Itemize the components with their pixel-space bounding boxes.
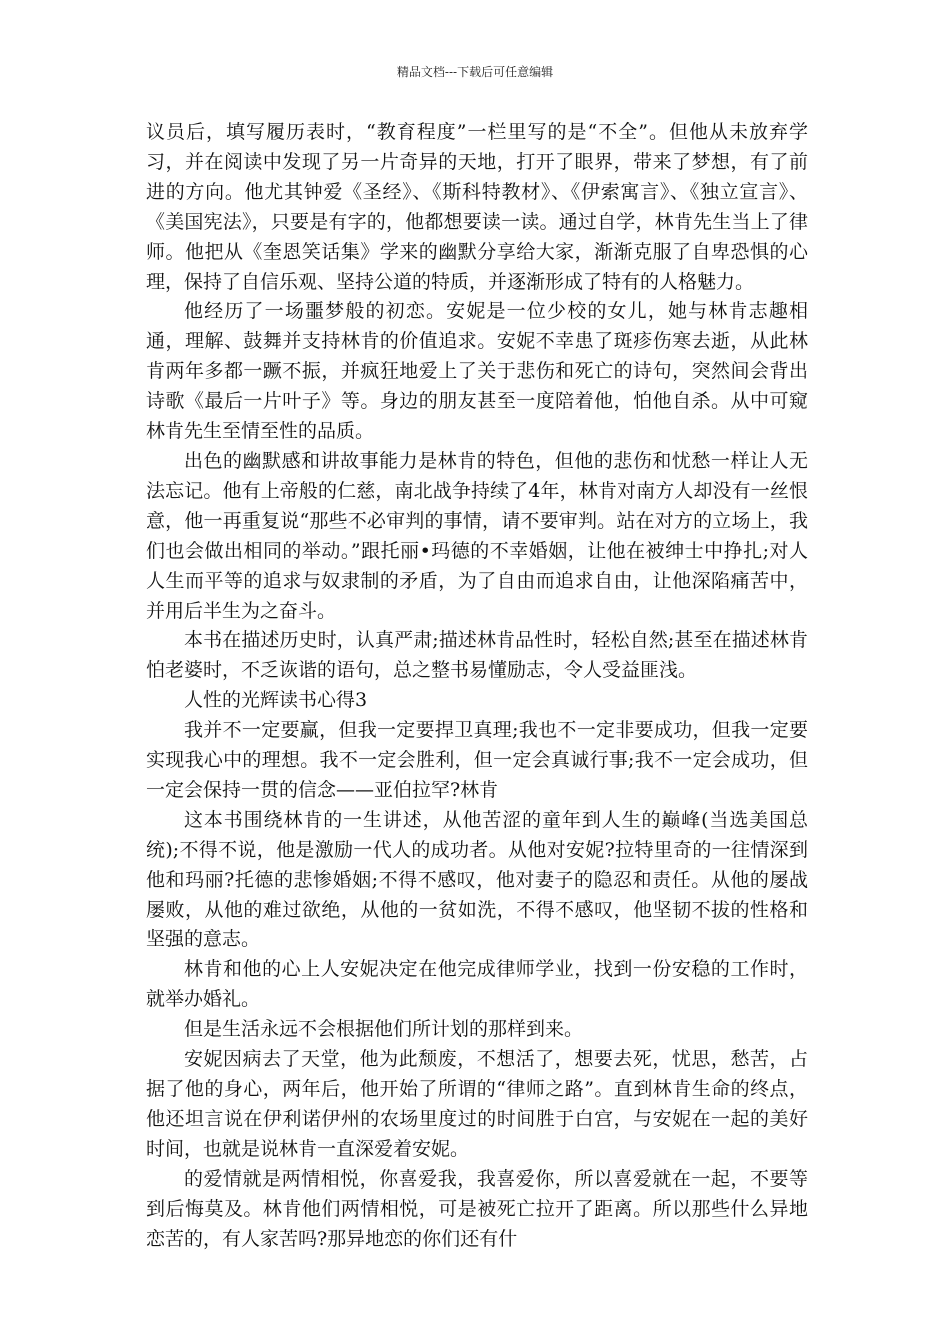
paragraph-6: 林肯和他的心上人安妮决定在他完成律师学业，找到一份安稳的工作时，就举办婚礼。 bbox=[146, 958, 808, 1011]
document-body bbox=[146, 118, 808, 1254]
paragraph-7: 但是生活永远不会根据他们所计划的那样到来。 bbox=[184, 1018, 584, 1041]
paragraph-quote: 我并不一定要赢，但我一定要捍卫真理;我也不一定非要成功，但我一定要实现我心中的理想。我不一定会胜利，但一定会真诚行事;我不一定会成功，但一定会保持一贯的信念——亚伯拉罕?林肯 bbox=[146, 719, 808, 801]
paragraph-5: 这本书围绕林肯的一生讲述，从他苦涩的童年到人生的巅峰(当选美国总统);不得不说，他是激励一代人的成功者。从他对安妮?拉特里奇的一往情深到他和玛丽?托德的悲惨婚姻;不得不感叹，他对妻子的隐忍和责任。从他的屡战屡败，从他的难过欲绝，从他的一贫如洗，不得不感叹，他坚韧不拔的性格和坚强的意志。 bbox=[146, 808, 808, 951]
paragraph-2: 他经历了一场噩梦般的初恋。安妮是一位少校的女儿，她与林肯志趣相通，理解、鼓舞并支持林肯的价值追求。安妮不幸患了斑疹伤寒去逝，从此林肯两年多都一蹶不振，并疯狂地爱上了关于悲伤和死亡的诗句，突然间会背出诗歌《最后一片叶子》等。身边的朋友甚至一度陪着他，怕他自杀。从中可窥林肯先生至情至性的品质。 bbox=[146, 300, 808, 443]
section-heading: 人性的光辉读书心得3 bbox=[184, 689, 368, 712]
paragraph-1: 议员后，填写履历表时，“教育程度”一栏里写的是“不全”。但他从未放弃学习，并在阅读中发现了另一片奇异的天地，打开了眼界，带来了梦想，有了前进的方向。他尤其钟爱《圣经》、《斯科特教材》、《伊索寓言》、《独立宣言》、《美国宪法》，只要是有字的，他都想要读一读。通过自学，林肯先生当上了律师。他把从《奎恩笑话集》学来的幽默分享给大家，渐渐克服了自卑恐惧的心理，保持了自信乐观、坚持公道的特质，并逐渐形成了特有的人格魅力。 bbox=[146, 121, 808, 293]
page-header: 精品文档---下载后可任意编辑 bbox=[396, 65, 554, 79]
paragraph-9: 的爱情就是两情相悦，你喜爱我，我喜爱你，所以喜爱就在一起，不要等到后悔莫及。林肯他们两情相悦，可是被死亡拉开了距离。所以那些什么异地恋苦的，有人家苦吗?那异地恋的你们还有什 bbox=[146, 1167, 808, 1250]
paragraph-4: 本书在描述历史时，认真严肃;描述林肯品性时，轻松自然;甚至在描述林肯怕老婆时，不乏诙谐的语句，总之整书易懂励志，令人受益匪浅。 bbox=[146, 629, 808, 682]
paragraph-3: 出色的幽默感和讲故事能力是林肯的特色，但他的悲伤和忧愁一样让人无法忘记。他有上帝般的仁慈，南北战争持续了4年，林肯对南方人却没有一丝恨意，他一再重复说“那些不必审判的事情，请不要审判。站在对方的立场上，我们也会做出相同的举动。”跟托丽•玛德的不幸婚姻，让他在被绅士中挣扎;对人人生而平等的追求与奴隶制的矛盾，为了自由而追求自由，让他深陷痛苦中，并用后半生为之奋斗。 bbox=[146, 449, 808, 622]
paragraph-8: 安妮因病去了天堂，他为此颓废，不想活了，想要去死，忧思，愁苦，占据了他的身心，两年后，他开始了所谓的“律师之路”。直到林肯生命的终点，他还坦言说在伊利诺伊州的农场里度过的时间胜于白宫，与安妮在一起的美好时间，也就是说林肯一直深爱着安妮。 bbox=[146, 1048, 808, 1160]
